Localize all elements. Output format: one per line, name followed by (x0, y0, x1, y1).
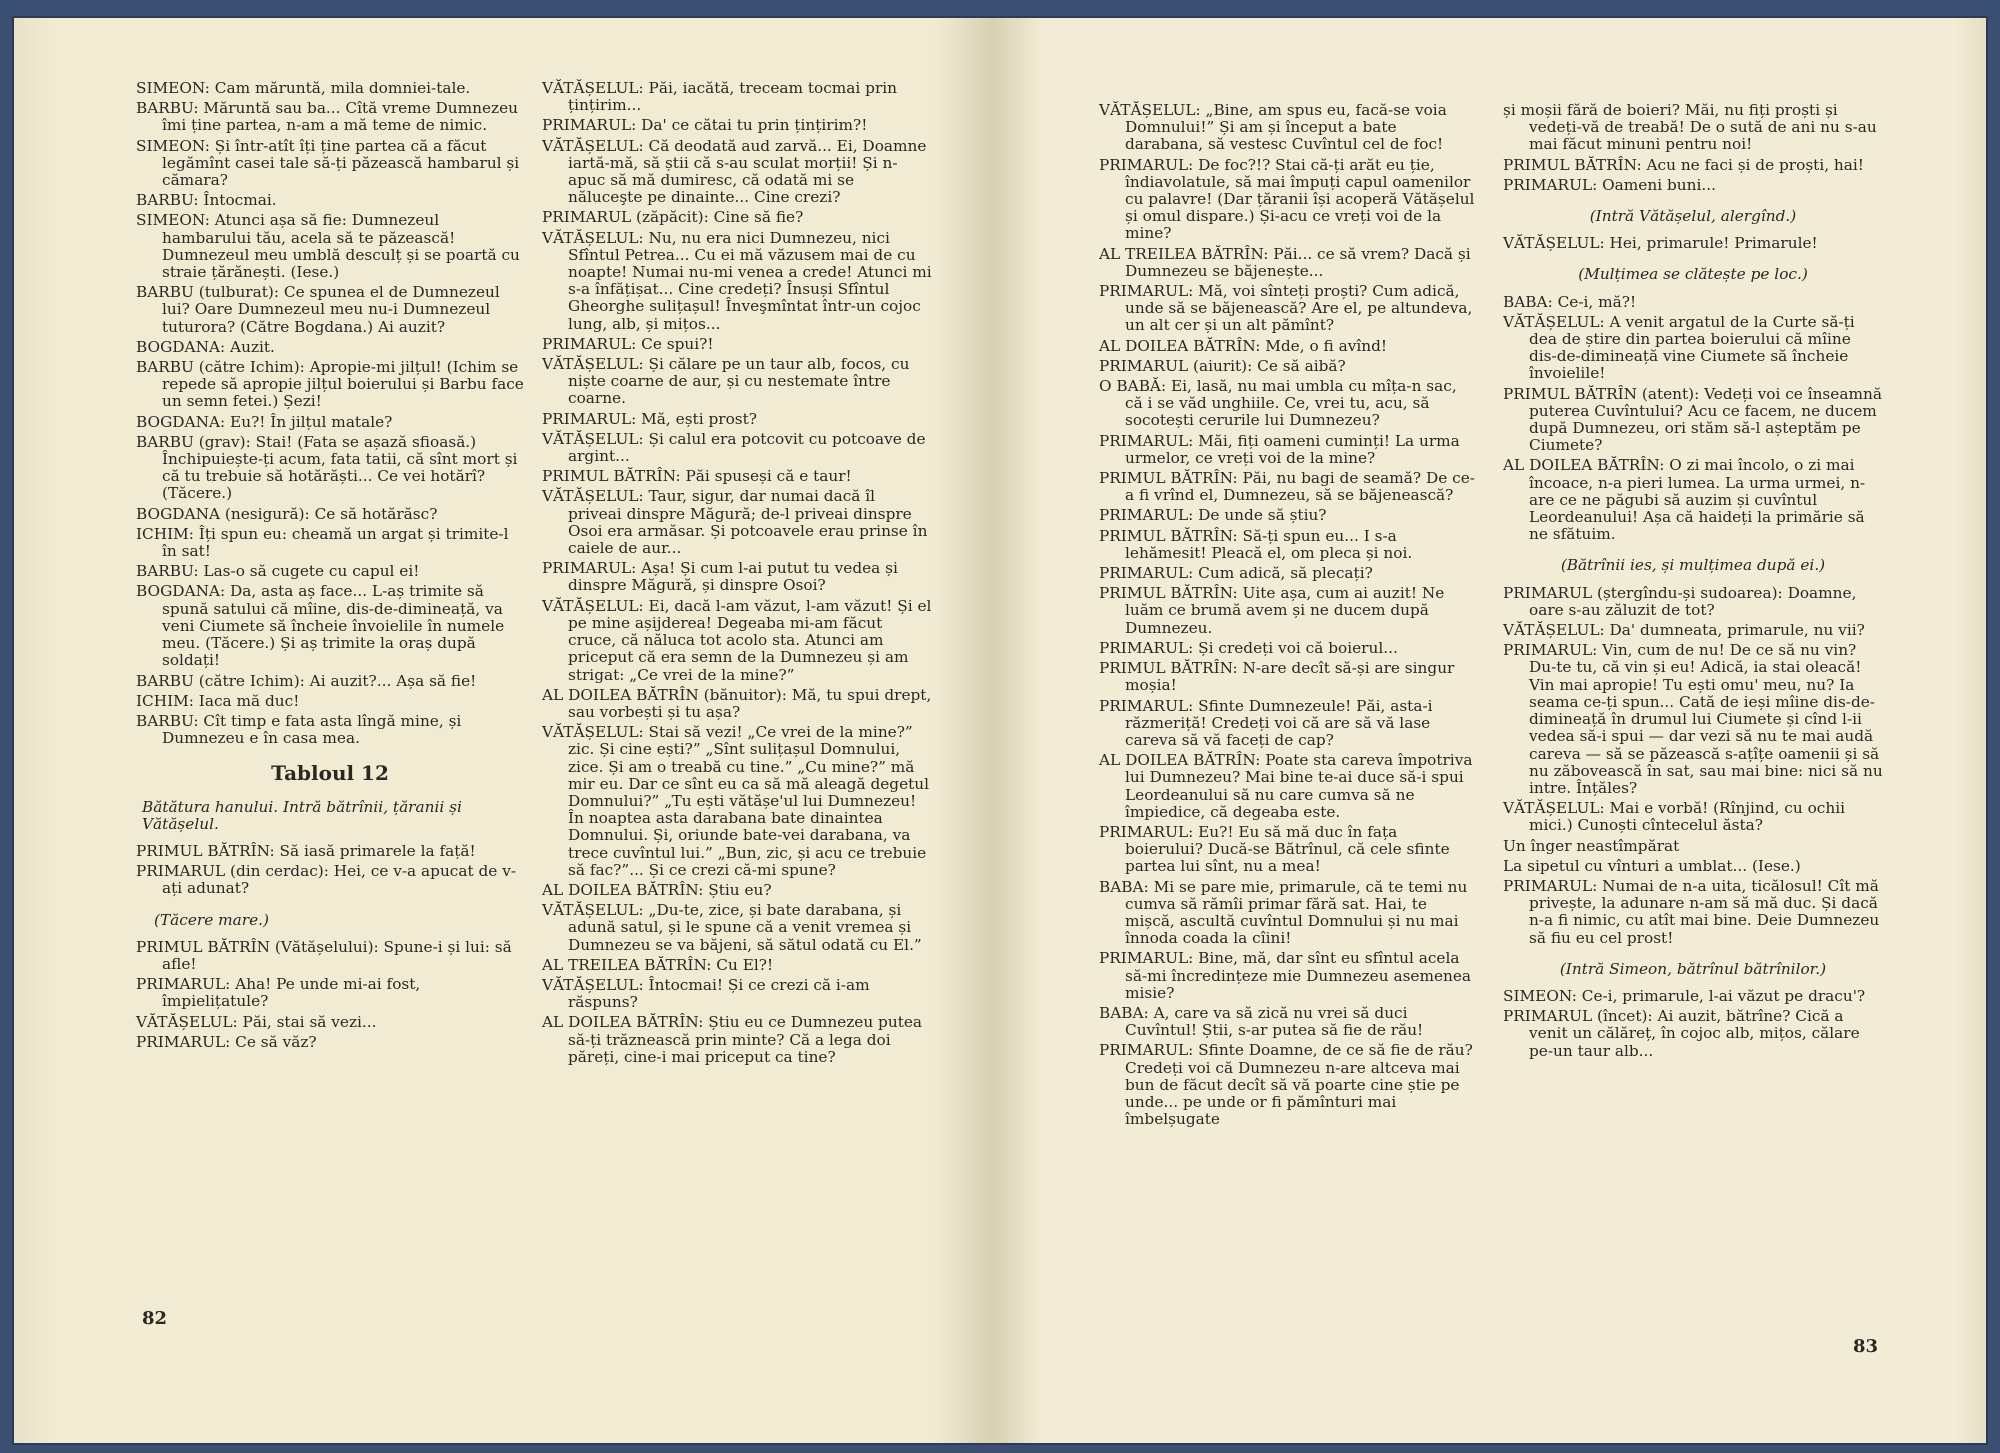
dialogue-line: BARBU (către Ichim): Ai auzit?... Așa să fie! (136, 671, 477, 690)
dialogue-line: PRIMARUL: Eu?! Eu să mă duc în fața boierului? Ducă-se Bătrînul, că cele sfinte partea lui sînt, nu a mea! (1099, 822, 1450, 876)
dialogue-line: PRIMARUL: De unde să știu? (1099, 506, 1327, 525)
dialogue-line: PRIMUL BĂTRÎN: Să-ți spun eu... I s-a lehămesit! Pleacă el, om pleca și noi. (1099, 526, 1413, 562)
dialogue-line: La sipetul cu vînturi a umblat... (Iese.) (1503, 856, 1801, 875)
dialogue-line: PRIMARUL: Ce spui?! (542, 334, 714, 353)
stage-direction: (Intră Simeon, bătrînul bătrînilor.) (1559, 959, 1827, 978)
dialogue-line: PRIMARUL: Da' ce cătai tu prin țințirim?! (542, 116, 868, 135)
dialogue-line: PRIMARUL: Mă, voi sînteți proști? Cum adică, unde să se băjenească? Are el, pe altundeva, un alt cer și un alt pămînt? (1099, 282, 1473, 335)
dialogue-line: BARBU (tulburat): Ce spunea el de Dumnezeul lui? Oare Dumnezeul meu nu-i Dumnezeul tuturora? (Către Bogdana.) Ai auzit? (136, 283, 500, 336)
left-page (14, 18, 993, 1443)
dialogue-line: PRIMUL BĂTRÎN: Acu ne faci și de proști, hai! (1503, 155, 1864, 174)
dialogue-line: PRIMARUL: Măi, fiți oameni cuminți! La urma urmelor, ce vreți voi de la mine? (1099, 431, 1460, 467)
dialogue-line: PRIMUL BĂTRÎN: N-are decît să-și are singur moșia! (1099, 659, 1455, 695)
dialogue-line: SIMEON: Cam măruntă, mila domniei-tale. (136, 79, 471, 97)
page-number-left: 82 (142, 1308, 168, 1329)
dialogue-line: VĂTĂȘELUL: Păi, iacătă, treceam tocmai prin țințirim... (542, 79, 898, 115)
dialogue-line: VĂTĂȘELUL: Și călare pe un taur alb, focos, cu niște coarne de aur, și cu nestemate între coarne. (542, 355, 910, 408)
dialogue-line: AL DOILEA BĂTRÎN: Poate sta careva împotriva lui Dumnezeu? Mai bine te-ai duce să-i spui Leordeanului să nu care cumva să ne împiedice, că degeaba este. (1099, 751, 1473, 821)
dialogue-line: AL DOILEA BĂTRÎN (bănuitor): Mă, tu spui drept, sau vorbești și tu așa? (542, 685, 932, 721)
dialogue-line: O BABĂ: Ei, lasă, nu mai umbla cu mîța-n sac, că i se văd unghiile. Ce, vrei tu, acu, să socotești cerurile lui Dumnezeu? (1099, 377, 1457, 430)
dialogue-line: PRIMARUL: Cum adică, să plecați? (1099, 564, 1373, 583)
dialogue-line: AL DOILEA BĂTRÎN: Mde, o fi avînd! (1099, 336, 1388, 355)
dialogue-line: BOGDANA (nesigură): Ce să hotărăsc? (136, 504, 438, 523)
stage-direction: (Mulțimea se clătește pe loc.) (1578, 265, 1808, 284)
dialogue-line: PRIMARUL (încet): Ai auzit, bătrîne? Cică a venit un călăreț, în cojoc alb, mițos, călare pe-un taur alb... (1503, 1007, 1860, 1060)
stage-direction: (Bătrînii ies, și mulțimea după ei.) (1560, 556, 1826, 575)
dialogue-line: BOGDANA: Auzit. (136, 337, 275, 356)
dialogue-line: BARBU (grav): Stai! (Fata se așază sfioasă.) Închipuiește-ți acum, fata tatii, că sînt mort și că tu trebuie să hotărăști... Ce vei hotărî? (Tăcere.) (136, 432, 518, 503)
dialogue-line: AL DOILEA BĂTRÎN: Știu eu ce Dumnezeu putea să-ți trăznească prin minte? Că a lega doi păreți, cine-i mai priceput ca tine? (542, 1013, 923, 1066)
dialogue-line: VĂTĂȘELUL: Nu, nu era nici Dumnezeu, nici Sfîntul Petrea... Cu ei mă văzusem mai de cu noapte! Numai nu-mi venea a crede! Atunci mi s-a înfățișat... Cine credeți? Însuși Sfîntul Gheorghe sulițașul! Înveşmîntat într-un cojoc lung, alb, și mițos... (542, 228, 932, 333)
column-4 (1503, 102, 1883, 1063)
column-2 (542, 80, 932, 1069)
dialogue-line: VĂTĂȘELUL: Mai e vorbă! (Rînjind, cu ochii mici.) Cunoști cîntecelul ăsta? (1503, 799, 1846, 835)
dialogue-line: PRIMARUL (aiurit): Ce să aibă? (1099, 356, 1346, 375)
dialogue-line: AL TREILEA BĂTRÎN: Cu El?! (542, 955, 774, 974)
dialogue-line: SIMEON: Atunci așa să fie: Dumnezeul hambarului tău, acela să te păzească! Dumnezeul meu umblă desculț și se poartă cu straie țărănești. (Iese.) (136, 211, 520, 282)
dialogue-line: VĂTĂȘELUL: Da' dumneata, primarule, nu vii? (1503, 621, 1865, 640)
dialogue-line: VĂTĂȘELUL: Stai să vezi! „Ce vrei de la mine?” zic. Și cine ești?” „Sînt sulițașul Domnului, zice. Și am o treabă cu tine.” „Cu mine?” mă mir eu. Dar ce sînt eu ca să mă aleagă degetul Domnului?” „Tu ești vătășe'ul lui Dumnezeu! În noaptea asta darabana bate dinaintea Domnului. Și, oriunde bate-vei darabana, va trece cuvîntul lui.” „Bun, zic, și acu ce trebuie să fac?”... Și ce crezi că-mi spune? (542, 723, 930, 879)
dialogue-line: PRIMARUL: Vin, cum de nu! De ce să nu vin? Du-te tu, că vin și eu! Adică, ia stai oleacă! Vin mai apropie! Tu ești omu' meu, nu? Ia seama ce-ți spun... Cată de ieși mîine dis-de-dimineață în drumul lui Ciumete și cînd l-ii vedea să-i spui — dar vezi să nu te mai audă careva — să se păzească s-ațîțe oamenii și să nu zăbovească în sat, sau mai bine: nici să nu intre. Înțăles? (1503, 641, 1883, 797)
column-1 (136, 80, 524, 1054)
dialogue-line: PRIMARUL (ștergîndu-și sudoarea): Doamne, oare s-au zăluzit de tot? (1503, 583, 1857, 619)
dialogue-line: PRIMARUL: Și credeți voi că boierul... (1099, 638, 1398, 657)
right-page (993, 18, 1986, 1443)
dialogue-line: BABA: A, care va să zică nu vrei să duci Cuvîntul! Știi, s-ar putea să fie de rău! (1099, 1003, 1424, 1040)
page-number-right: 83 (1853, 1336, 1879, 1357)
dialogue-line: AL DOILEA BĂTRÎN: O zi mai încolo, o zi mai încoace, n-a pieri lumea. La urma urmei, n-are ce ne păgubi să auzim și cuvîntul Leordeanului! Așa că haideți la primărie să ne sfătuim. (1503, 456, 1866, 544)
dialogue-line: BABA: Mi se pare mie, primarule, că te temi nu cumva să rămîi primar fără sat. Hai, te mișcă, ascultă cuvîntul Domnului și nu mai înnoda coada la cîini! (1099, 877, 1468, 948)
dialogue-line: VĂTĂȘELUL: Că deodată aud zarvă... Ei, Doamne iartă-mă, să știi că s-au sculat morții! Și n-apuc să mă dumiresc, că odată mi se năluceşte pe dinainte... Cine crezi? (542, 136, 927, 207)
dialogue-line: PRIMARUL: Bine, mă, dar sînt eu sfîntul acela să-mi încredințeze mie Dumnezeu asemenea misie? (1099, 949, 1472, 1002)
dialogue-line: VĂTĂȘELUL: A venit argatul de la Curte să-ți dea de știre din partea boierului că mîine dis-de-dimineață vine Ciumete să încheie învoielile! (1503, 312, 1855, 383)
dialogue-line: și moșii fără de boieri? Măi, nu fiți proști și vedeți-vă de treabă! De o sută de ani nu s-au mai făcut minuni pentru noi! (1503, 101, 1877, 154)
dialogue-line: PRIMUL BĂTRÎN: Să iasă primarele la față! (136, 841, 476, 860)
dialogue-line: BOGDANA: Da, asta aș face... L-aș trimite să spună satului că mîine, dis-de-dimineață, va veni Ciumete să încheie învoielile în numele meu. (Tăcere.) Și aș trimite la oraș după soldați! (136, 582, 505, 670)
dialogue-line: VĂTĂȘELUL: „Du-te, zice, și bate darabana, și adună satul, și le spune că a venit vremea și Dumnezeu se va băjeni, să sătul odată cu El.” (542, 901, 922, 954)
stage-direction: (Tăcere mare.) (154, 910, 269, 929)
dialogue-line: BARBU: Las-o să cugete cu capul ei! (136, 562, 420, 581)
dialogue-line: VĂTĂȘELUL: Ei, dacă l-am văzut, l-am văzut! Și el pe mine așijderea! Degeaba mi-am făcut cruce, că năluca tot acolo sta. Atunci am priceput că era semn de la Dumnezeu și am strigat: „Ce vrei de la mine?” (542, 596, 932, 684)
dialogue-line: VĂTĂȘELUL: Păi, stai să vezi... (136, 1012, 377, 1031)
dialogue-line: BABA: Ce-i, mă?! (1503, 292, 1637, 311)
stage-direction: Bătătura hanului. Intră bătrînii, țăranii și Vătășelul. (142, 797, 462, 833)
dialogue-line: VĂTĂȘELUL: Întocmai! Și ce crezi că i-am răspuns? (542, 975, 870, 1012)
dialogue-line: PRIMARUL (zăpăcit): Cine să fie? (542, 208, 804, 227)
dialogue-line: BOGDANA: Eu?! În jilțul matale? (136, 412, 393, 431)
dialogue-line: AL TREILEA BĂTRÎN: Păi... ce să vrem? Dacă și Dumnezeu se băjenește... (1099, 244, 1471, 280)
dialogue-line: PRIMARUL: De foc?!? Stai că-ți arăt eu ție, îndiavolatule, să mai împuți capul oamenilor cu palavre! (Dar țăranii își acoperă Vătășelul și omul dispare.) Și-acu ce vreți voi de la mine? (1099, 155, 1475, 243)
dialogue-line: BARBU: Cît timp e fata asta lîngă mine, și Dumnezeu e în casa mea. (136, 711, 462, 748)
dialogue-line: PRIMARUL: Sfinte Doamne, de ce să fie de rău? Credeți voi că Dumnezeu n-are altceva mai bun de făcut decît să vă poarte cine știe pe unde... pe unde or fi pămînturi mai îmbelșugate (1099, 1041, 1473, 1129)
dialogue-line: VĂTĂȘELUL: Și calul era potcovit cu potcoave de argint... (542, 429, 926, 466)
dialogue-line: PRIMUL BĂTRÎN: Uite așa, cum ai auzit! Ne luăm ce brumă avem și ne ducem după Dumnezeu. (1099, 584, 1445, 637)
dialogue-line: VĂTĂȘELUL: Hei, primarule! Primarule! (1503, 234, 1818, 253)
dialogue-line: PRIMUL BĂTRÎN (Vătășelului): Spune-i și lui: să afle! (136, 937, 512, 973)
dialogue-line: PRIMARUL: Sfinte Dumnezeule! Păi, asta-i răzmeriță! Credeți voi că are să vă lase careva să vă faceți de cap? (1099, 696, 1433, 749)
dialogue-line: SIMEON: Ce-i, primarule, l-ai văzut pe dracu'? (1503, 986, 1866, 1005)
dialogue-line: VĂTĂȘELUL: „Bine, am spus eu, facă-se voia Domnului!” Și am și început a bate darabana, să vestesc Cuvîntul cel de foc! (1099, 101, 1447, 154)
dialogue-line: SIMEON: Și într-atît îți ține partea că a făcut legămînt casei tale să-ți păzească hambarul și cămara? (136, 136, 520, 190)
dialogue-line: PRIMUL BĂTRÎN (atent): Vedeți voi ce înseamnă puterea Cuvîntului? Acu ce facem, ne ducem după Dumnezeu, ori stăm să-l așteptăm pe Ciumete? (1503, 384, 1882, 455)
dialogue-line: ICHIM: Iaca mă duc! (136, 691, 300, 710)
dialogue-line: PRIMUL BĂTRÎN: Păi, nu bagi de seamă? De ce-a fi vrînd el, Dumnezeu, să se băjenească? (1099, 469, 1475, 505)
dialogue-line: PRIMARUL: Mă, ești prost? (542, 409, 757, 428)
dialogue-line: PRIMARUL: Aha! Pe unde mi-ai fost, împielițatule? (136, 975, 421, 1011)
dialogue-line: BARBU: Întocmai. (136, 191, 277, 210)
dialogue-line: PRIMARUL: Așa! Și cum l-ai putut tu vedea și dinspre Măgură, și dinspre Osoi? (542, 559, 898, 595)
dialogue-line: VĂTĂȘELUL: Taur, sigur, dar numai dacă îl priveai dinspre Măgură; de-l priveai dinspre Osoi era armăsar. Și potcoavele erau prinse în caiele de aur... (542, 487, 928, 558)
dialogue-line: PRIMARUL (din cerdac): Hei, ce v-a apucat de v-ați adunat? (136, 862, 517, 898)
section-title: Tabloul 12 (271, 761, 389, 786)
dialogue-line: AL DOILEA BĂTRÎN: Știu eu? (542, 880, 772, 899)
dialogue-line: BARBU: Măruntă sau ba... Cîtă vreme Dumnezeu îmi ține partea, n-am a mă teme de nimic. (136, 99, 519, 135)
dialogue-line: ICHIM: Îți spun eu: cheamă un argat și trimite-l în sat! (136, 524, 509, 561)
dialogue-line: PRIMARUL: Oameni buni... (1503, 175, 1716, 194)
dialogue-line: Un înger neastîmpărat (1503, 836, 1680, 855)
column-3 (1099, 102, 1479, 1131)
dialogue-line: PRIMARUL: Numai de n-a uita, ticălosul! Cît mă privește, la adunare n-am să mă duc. Și dacă n-a fi nimic, cu atît mai bine. Deie Dumnezeu să fiu eu cel prost! (1503, 876, 1880, 947)
stage-direction: (Intră Vătășelul, alergînd.) (1589, 207, 1797, 226)
dialogue-line: BARBU (către Ichim): Apropie-mi jilțul! (Ichim se repede să apropie jilțul boierului și Barbu face un semn fetei.) Șezi! (136, 358, 524, 411)
book-spread (14, 18, 1986, 1443)
dialogue-line: PRIMUL BĂTRÎN: Păi spuseși că e taur! (542, 467, 852, 486)
dialogue-line: PRIMARUL: Ce să văz? (136, 1032, 317, 1051)
